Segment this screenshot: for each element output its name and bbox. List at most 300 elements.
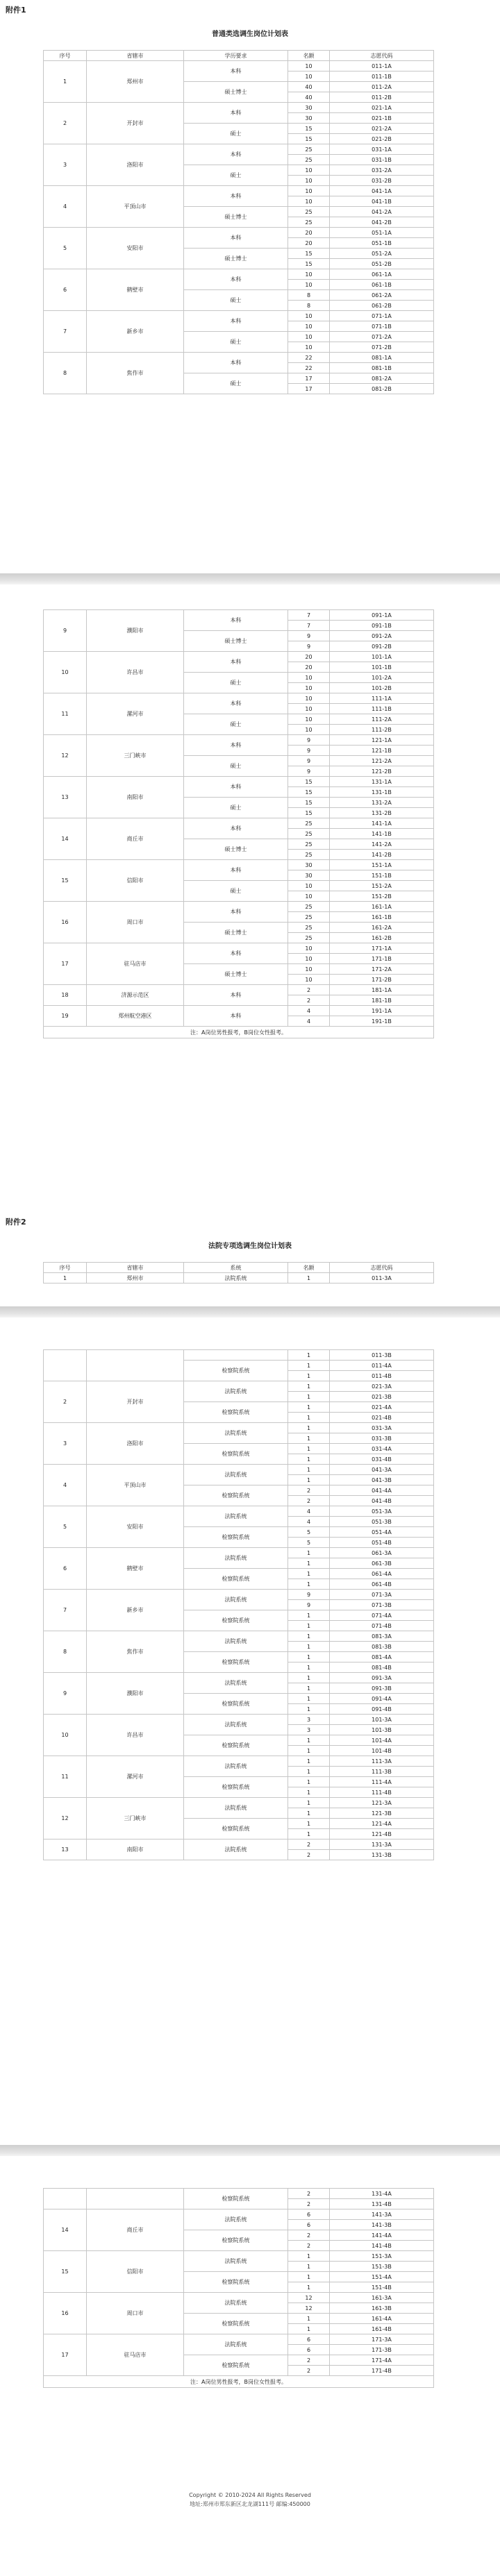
table-row xyxy=(44,1631,434,1642)
quota-cell: 25 xyxy=(288,933,330,943)
quota-cell: 1 xyxy=(288,1694,330,1704)
code-cell: 141-1B xyxy=(330,829,434,839)
category-cell: 法院系统 xyxy=(184,1423,288,1444)
no-cell: 12 xyxy=(44,1798,87,1840)
category-cell: 检察院系统 xyxy=(184,1652,288,1673)
code-cell: 171-1B xyxy=(330,954,434,964)
table-row xyxy=(44,1006,434,1016)
category-cell: 检察院系统 xyxy=(184,1402,288,1423)
code-cell: 131-4B xyxy=(330,2199,434,2209)
quota-cell: 10 xyxy=(288,176,330,186)
city-cell: 周口市 xyxy=(87,2293,184,2334)
category-cell: 本科 xyxy=(184,186,288,207)
quota-cell: 5 xyxy=(288,1527,330,1538)
column-header: 系统 xyxy=(184,1263,288,1273)
city-cell: 信阳市 xyxy=(87,2251,184,2293)
table-row xyxy=(44,943,434,954)
quota-cell: 25 xyxy=(288,912,330,923)
code-cell: 121-1A xyxy=(330,735,434,746)
code-cell: 081-3B xyxy=(330,1642,434,1652)
code-cell: 111-3B xyxy=(330,1767,434,1777)
quota-cell: 10 xyxy=(288,891,330,902)
quota-cell: 15 xyxy=(288,259,330,269)
category-cell: 本科 xyxy=(184,735,288,756)
table-row xyxy=(44,2209,434,2220)
quota-cell: 1 xyxy=(288,1756,330,1767)
code-cell: 011-1A xyxy=(330,61,434,71)
footer-copyright: Copyright © 2010-2024 All Rights Reserved xyxy=(189,2492,311,2498)
quota-cell: 17 xyxy=(288,384,330,394)
quota-cell: 9 xyxy=(288,631,330,641)
quota-cell: 10 xyxy=(288,725,330,735)
quota-cell: 25 xyxy=(288,217,330,228)
category-cell: 硕士博士 xyxy=(184,249,288,269)
quota-cell: 1 xyxy=(288,1621,330,1631)
category-cell: 法院系统 xyxy=(184,1273,288,1283)
category-cell: 检察院系统 xyxy=(184,1569,288,1590)
code-cell: 141-3B xyxy=(330,2220,434,2230)
quota-cell: 40 xyxy=(288,92,330,103)
category-cell: 法院系统 xyxy=(184,2334,288,2355)
no-cell: 5 xyxy=(44,1506,87,1548)
quota-cell: 10 xyxy=(288,311,330,321)
footer xyxy=(0,2491,500,2509)
category-cell: 本科 xyxy=(184,103,288,124)
category-cell: 本科 xyxy=(184,269,288,290)
code-cell: 071-4A xyxy=(330,1610,434,1621)
quota-cell: 10 xyxy=(288,332,330,342)
category-cell: 本科 xyxy=(184,1006,288,1027)
code-cell: 151-4A xyxy=(330,2272,434,2282)
category-cell: 法院系统 xyxy=(184,1715,288,1735)
no-cell: 8 xyxy=(44,353,87,394)
quota-cell: 1 xyxy=(288,1642,330,1652)
quota-cell: 2 xyxy=(288,995,330,1006)
quota-cell: 8 xyxy=(288,301,330,311)
code-cell: 151-3B xyxy=(330,2262,434,2272)
page-break xyxy=(0,573,500,584)
column-header: 序号 xyxy=(44,1263,87,1273)
category-cell: 硕士 xyxy=(184,673,288,693)
city-cell xyxy=(87,1350,184,1381)
code-cell: 041-3A xyxy=(330,1465,434,1475)
code-cell: 041-1B xyxy=(330,196,434,207)
code-cell: 041-4A xyxy=(330,1485,434,1496)
code-cell: 191-1A xyxy=(330,1006,434,1016)
quota-cell: 30 xyxy=(288,860,330,870)
quota-cell: 30 xyxy=(288,103,330,113)
code-cell: 091-2B xyxy=(330,641,434,652)
category-cell: 检察院系统 xyxy=(184,2189,288,2209)
code-cell: 021-3A xyxy=(330,1381,434,1392)
code-cell: 131-3A xyxy=(330,1840,434,1850)
city-cell: 洛阳市 xyxy=(87,144,184,186)
quota-cell: 1 xyxy=(288,1662,330,1673)
code-cell: 101-2B xyxy=(330,683,434,693)
category-cell: 法院系统 xyxy=(184,1381,288,1402)
code-cell: 031-1A xyxy=(330,144,434,155)
no-cell: 9 xyxy=(44,610,87,652)
quota-cell: 1 xyxy=(288,2251,330,2262)
code-cell: 101-4B xyxy=(330,1746,434,1756)
no-cell: 3 xyxy=(44,1423,87,1465)
quota-cell: 22 xyxy=(288,353,330,363)
category-cell: 检察院系统 xyxy=(184,1777,288,1798)
quota-cell: 25 xyxy=(288,144,330,155)
no-cell: 15 xyxy=(44,860,87,902)
no-cell: 17 xyxy=(44,2334,87,2376)
quota-cell: 10 xyxy=(288,954,330,964)
category-cell: 法院系统 xyxy=(184,1840,288,1860)
code-cell: 051-4B xyxy=(330,1538,434,1548)
quota-cell: 10 xyxy=(288,943,330,954)
no-cell: 18 xyxy=(44,985,87,1006)
code-cell: 151-1A xyxy=(330,860,434,870)
quota-cell: 10 xyxy=(288,165,330,176)
code-cell: 081-2A xyxy=(330,373,434,384)
no-cell: 10 xyxy=(44,652,87,693)
table-note: 注：A岗位男性报考，B岗位女性报考。 xyxy=(44,1027,434,1038)
quota-cell: 10 xyxy=(288,693,330,704)
quota-cell: 10 xyxy=(288,714,330,725)
table-row xyxy=(44,652,434,662)
code-cell: 071-3B xyxy=(330,1600,434,1610)
quota-cell: 22 xyxy=(288,363,330,373)
city-cell: 信阳市 xyxy=(87,860,184,902)
quota-cell: 1 xyxy=(288,1631,330,1642)
quota-cell: 25 xyxy=(288,829,330,839)
quota-cell: 1 xyxy=(288,1673,330,1683)
table-row xyxy=(44,610,434,621)
quota-cell: 15 xyxy=(288,134,330,144)
code-cell: 031-3A xyxy=(330,1423,434,1433)
quota-cell: 25 xyxy=(288,818,330,829)
quota-cell: 1 xyxy=(288,1683,330,1694)
code-cell: 041-1A xyxy=(330,186,434,196)
code-cell: 061-1A xyxy=(330,269,434,280)
quota-cell: 9 xyxy=(288,756,330,766)
no-cell: 16 xyxy=(44,2293,87,2334)
code-cell: 131-2A xyxy=(330,798,434,808)
quota-cell: 1 xyxy=(288,1704,330,1715)
code-cell: 151-2B xyxy=(330,891,434,902)
table-row xyxy=(44,353,434,363)
code-cell: 151-1B xyxy=(330,870,434,881)
table-row xyxy=(44,61,434,71)
quota-cell: 12 xyxy=(288,2303,330,2314)
quota-cell: 6 xyxy=(288,2345,330,2355)
no-cell: 12 xyxy=(44,735,87,777)
no-cell: 11 xyxy=(44,693,87,735)
category-cell: 法院系统 xyxy=(184,1798,288,1819)
code-cell: 121-2B xyxy=(330,766,434,777)
column-header: 志愿代码 xyxy=(330,1263,434,1273)
quota-cell: 9 xyxy=(288,1600,330,1610)
code-cell: 051-1B xyxy=(330,238,434,249)
category-cell: 本科 xyxy=(184,144,288,165)
quota-cell: 1 xyxy=(288,1433,330,1444)
table-row xyxy=(44,103,434,113)
code-cell: 091-2A xyxy=(330,631,434,641)
code-cell: 161-2B xyxy=(330,933,434,943)
city-cell: 商丘市 xyxy=(87,818,184,860)
code-cell: 161-4A xyxy=(330,2314,434,2324)
quota-cell: 25 xyxy=(288,923,330,933)
quota-cell: 2 xyxy=(288,2199,330,2209)
note-row xyxy=(44,2376,434,2388)
quota-cell: 1 xyxy=(288,1746,330,1756)
code-cell: 061-3A xyxy=(330,1548,434,1558)
quota-cell: 10 xyxy=(288,71,330,82)
city-cell: 平顶山市 xyxy=(87,1465,184,1506)
column-header: 学历要求 xyxy=(184,51,288,61)
quota-cell: 4 xyxy=(288,1016,330,1027)
category-cell: 硕士博士 xyxy=(184,923,288,943)
code-cell: 081-4B xyxy=(330,1662,434,1673)
column-header: 省辖市 xyxy=(87,1263,184,1273)
code-cell: 111-1B xyxy=(330,704,434,714)
no-cell: 6 xyxy=(44,1548,87,1590)
column-header: 省辖市 xyxy=(87,51,184,61)
table-row xyxy=(44,2189,434,2199)
quota-cell: 1 xyxy=(288,1548,330,1558)
city-cell: 焦作市 xyxy=(87,353,184,394)
quota-cell: 1 xyxy=(288,1350,330,1361)
code-cell: 091-1A xyxy=(330,610,434,621)
no-cell: 2 xyxy=(44,1381,87,1423)
category-cell: 硕士 xyxy=(184,373,288,394)
table-row xyxy=(44,735,434,746)
no-cell: 2 xyxy=(44,103,87,144)
quota-cell: 1 xyxy=(288,2282,330,2293)
code-cell: 061-4B xyxy=(330,1579,434,1590)
city-cell: 许昌市 xyxy=(87,1715,184,1756)
code-cell: 111-1A xyxy=(330,693,434,704)
quota-cell: 10 xyxy=(288,975,330,985)
quota-cell: 1 xyxy=(288,1808,330,1819)
category-cell: 检察院系统 xyxy=(184,2355,288,2376)
category-cell: 本科 xyxy=(184,228,288,249)
code-cell: 041-4B xyxy=(330,1496,434,1506)
table-row xyxy=(44,1465,434,1475)
city-cell: 三门峡市 xyxy=(87,735,184,777)
table-row xyxy=(44,2293,434,2303)
quota-cell: 15 xyxy=(288,808,330,818)
code-cell: 181-1A xyxy=(330,985,434,995)
category-cell: 本科 xyxy=(184,777,288,798)
code-cell: 011-4A xyxy=(330,1361,434,1371)
code-cell: 061-2B xyxy=(330,301,434,311)
category-cell: 硕士 xyxy=(184,881,288,902)
code-cell: 101-1A xyxy=(330,652,434,662)
code-cell: 021-2B xyxy=(330,134,434,144)
category-cell: 硕士 xyxy=(184,165,288,186)
category-cell: 本科 xyxy=(184,902,288,923)
code-cell: 131-1B xyxy=(330,787,434,798)
code-cell: 051-2B xyxy=(330,259,434,269)
quota-cell: 10 xyxy=(288,673,330,683)
code-cell: 041-2A xyxy=(330,207,434,217)
annex2-title: 法院专项选调生岗位计划表 xyxy=(208,1243,292,1250)
quota-cell: 5 xyxy=(288,1538,330,1548)
code-cell: 171-1A xyxy=(330,943,434,954)
code-cell: 161-2A xyxy=(330,923,434,933)
annex1-title: 普通类选调生岗位计划表 xyxy=(212,31,288,38)
annex1-label: 附件1 xyxy=(6,6,26,15)
quota-cell: 20 xyxy=(288,652,330,662)
category-cell: 检察院系统 xyxy=(184,1361,288,1381)
category-cell: 硕士博士 xyxy=(184,631,288,652)
quota-cell: 9 xyxy=(288,766,330,777)
quota-cell: 15 xyxy=(288,798,330,808)
category-cell: 法院系统 xyxy=(184,1548,288,1569)
table-row xyxy=(44,1423,434,1433)
code-cell: 021-4B xyxy=(330,1413,434,1423)
quota-cell: 15 xyxy=(288,249,330,259)
category-cell: 硕士 xyxy=(184,756,288,777)
code-cell: 041-2B xyxy=(330,217,434,228)
category-cell: 本科 xyxy=(184,353,288,373)
quota-cell: 2 xyxy=(288,985,330,995)
quota-cell: 10 xyxy=(288,61,330,71)
table-row xyxy=(44,1273,434,1283)
quota-cell: 25 xyxy=(288,155,330,165)
code-cell: 121-1B xyxy=(330,746,434,756)
city-cell: 漯河市 xyxy=(87,1756,184,1798)
code-cell: 111-4A xyxy=(330,1777,434,1787)
table-row xyxy=(44,144,434,155)
code-cell: 111-2B xyxy=(330,725,434,735)
code-cell: 091-4A xyxy=(330,1694,434,1704)
code-cell: 131-3B xyxy=(330,1850,434,1860)
no-cell: 7 xyxy=(44,311,87,353)
quota-cell: 1 xyxy=(288,1652,330,1662)
no-cell: 6 xyxy=(44,269,87,311)
page-break xyxy=(0,1306,500,1318)
quota-cell: 30 xyxy=(288,113,330,124)
table-row xyxy=(44,1590,434,1600)
category-cell: 检察院系统 xyxy=(184,1735,288,1756)
column-header: 序号 xyxy=(44,51,87,61)
category-cell: 检察院系统 xyxy=(184,1610,288,1631)
quota-cell: 25 xyxy=(288,207,330,217)
quota-cell: 1 xyxy=(288,1569,330,1579)
quota-cell: 1 xyxy=(288,1735,330,1746)
code-cell: 051-3B xyxy=(330,1517,434,1527)
category-cell: 检察院系统 xyxy=(184,2272,288,2293)
code-cell: 011-2A xyxy=(330,82,434,92)
quota-cell: 1 xyxy=(288,1361,330,1371)
no-cell: 8 xyxy=(44,1631,87,1673)
category-cell: 法院系统 xyxy=(184,2293,288,2314)
code-cell: 141-3A xyxy=(330,2209,434,2220)
table-row xyxy=(44,1381,434,1392)
table-row xyxy=(44,1350,434,1361)
category-cell: 检察院系统 xyxy=(184,2230,288,2251)
code-cell: 101-3A xyxy=(330,1715,434,1725)
no-cell: 5 xyxy=(44,228,87,269)
code-cell: 021-3B xyxy=(330,1392,434,1402)
category-cell: 本科 xyxy=(184,693,288,714)
quota-cell: 20 xyxy=(288,238,330,249)
city-cell: 新乡市 xyxy=(87,311,184,353)
code-cell: 061-1B xyxy=(330,280,434,290)
quota-cell: 20 xyxy=(288,662,330,673)
code-cell: 151-2A xyxy=(330,881,434,891)
no-cell: 9 xyxy=(44,1673,87,1715)
city-cell xyxy=(87,2189,184,2209)
table-row xyxy=(44,228,434,238)
table-row xyxy=(44,2334,434,2345)
table-row xyxy=(44,2251,434,2262)
code-cell: 111-2A xyxy=(330,714,434,725)
table-row xyxy=(44,985,434,995)
code-cell: 021-4A xyxy=(330,1402,434,1413)
city-cell: 郑州航空港区 xyxy=(87,1006,184,1027)
code-cell: 091-3A xyxy=(330,1673,434,1683)
quota-cell: 6 xyxy=(288,2209,330,2220)
table-row xyxy=(44,1548,434,1558)
code-cell: 051-3A xyxy=(330,1506,434,1517)
category-cell: 检察院系统 xyxy=(184,2314,288,2334)
city-cell: 开封市 xyxy=(87,103,184,144)
quota-cell: 1 xyxy=(288,1381,330,1392)
quota-cell: 9 xyxy=(288,1590,330,1600)
quota-cell: 15 xyxy=(288,777,330,787)
city-cell: 三门峡市 xyxy=(87,1798,184,1840)
table-row xyxy=(44,902,434,912)
category-cell: 检察院系统 xyxy=(184,1444,288,1465)
code-cell: 181-1B xyxy=(330,995,434,1006)
code-cell: 121-3B xyxy=(330,1808,434,1819)
code-cell: 161-1B xyxy=(330,912,434,923)
no-cell: 4 xyxy=(44,1465,87,1506)
table-row xyxy=(44,860,434,870)
code-cell: 141-2B xyxy=(330,850,434,860)
code-cell: 131-2B xyxy=(330,808,434,818)
table-row xyxy=(44,1673,434,1683)
quota-cell: 2 xyxy=(288,2189,330,2199)
no-cell: 17 xyxy=(44,943,87,985)
city-cell: 许昌市 xyxy=(87,652,184,693)
city-cell: 济源示范区 xyxy=(87,985,184,1006)
city-cell: 商丘市 xyxy=(87,2209,184,2251)
code-cell: 131-1A xyxy=(330,777,434,787)
category-cell: 本科 xyxy=(184,61,288,82)
category-cell: 硕士 xyxy=(184,290,288,311)
code-cell: 011-4B xyxy=(330,1371,434,1381)
code-cell: 171-2A xyxy=(330,964,434,975)
column-header: 名额 xyxy=(288,1263,330,1273)
quota-cell: 1 xyxy=(288,1787,330,1798)
quota-cell: 1 xyxy=(288,1413,330,1423)
category-cell: 法院系统 xyxy=(184,1506,288,1527)
code-cell: 171-3A xyxy=(330,2334,434,2345)
quota-cell: 4 xyxy=(288,1517,330,1527)
category-cell: 硕士 xyxy=(184,332,288,353)
quota-cell: 1 xyxy=(288,2262,330,2272)
code-cell: 101-1B xyxy=(330,662,434,673)
category-cell: 检察院系统 xyxy=(184,1485,288,1506)
category-cell: 法院系统 xyxy=(184,1465,288,1485)
category-cell: 法院系统 xyxy=(184,2251,288,2272)
code-cell: 031-2B xyxy=(330,176,434,186)
code-cell: 151-4B xyxy=(330,2282,434,2293)
code-cell: 131-4A xyxy=(330,2189,434,2199)
code-cell: 031-2A xyxy=(330,165,434,176)
city-cell: 驻马店市 xyxy=(87,943,184,985)
table-row xyxy=(44,186,434,196)
